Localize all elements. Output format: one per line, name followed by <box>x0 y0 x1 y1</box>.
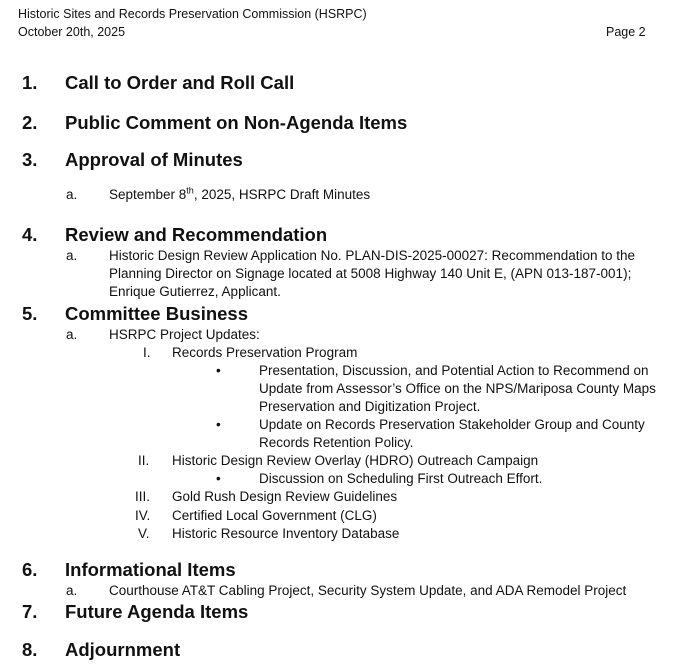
bullet-text-line: Update from Assessor’s Office on the NPS/Mariposa County Maps <box>259 381 656 396</box>
agenda-item-title: Future Agenda Items <box>65 601 249 622</box>
agenda-item-title: Public Comment on Non-Agenda Items <box>65 112 408 133</box>
agenda-item-title: Call to Order and Roll Call <box>65 72 295 93</box>
header-date: October 20th, 2025 <box>18 25 126 39</box>
design-review-text-line: Enrique Gutierrez, Applicant. <box>109 284 281 299</box>
bullet-glyph: • <box>216 363 221 378</box>
agenda-item-title: Review and Recommendation <box>65 224 328 245</box>
project-update-title: Historic Design Review Overlay (HDRO) Outreach Campaign <box>172 453 539 468</box>
agenda-item-number: 6. <box>22 559 38 580</box>
header-organization: Historic Sites and Records Preservation Commission (HSRPC) <box>18 7 367 21</box>
informational-item-text: Courthouse AT&T Cabling Project, Security System Update, and ADA Remodel Project <box>109 583 627 598</box>
bullet-glyph: • <box>216 471 221 486</box>
project-updates-heading: HSRPC Project Updates: <box>109 327 260 342</box>
bullet-glyph: • <box>216 417 221 432</box>
bullet-text-line: Preservation and Digitization Project. <box>259 399 481 414</box>
roman-marker: V. <box>138 526 150 541</box>
bullet-text-line: Records Retention Policy. <box>259 435 414 450</box>
agenda-item-title: Committee Business <box>65 303 248 324</box>
bullet-text-line: Discussion on Scheduling First Outreach Effort. <box>259 471 543 486</box>
agenda-item-number: 5. <box>22 303 38 324</box>
sub-item-marker: a. <box>66 327 78 342</box>
bullet-text-line: Update on Records Preservation Stakeholder Group and County <box>259 417 645 432</box>
design-review-text-line: Planning Director on Signage located at 5008 Highway 140 Unit E, (APN 013-187-001); <box>109 266 632 281</box>
project-update-title: Gold Rush Design Review Guidelines <box>172 489 398 504</box>
agenda-item-number: 4. <box>22 224 38 245</box>
bullet-text-line: Presentation, Discussion, and Potential Action to Recommend on <box>259 363 649 378</box>
agenda-item-number: 2. <box>22 112 38 133</box>
agenda-item-number: 3. <box>22 149 38 170</box>
roman-marker: II. <box>138 453 150 468</box>
agenda-item-number: 7. <box>22 601 38 622</box>
roman-marker: III. <box>135 489 151 504</box>
roman-marker: IV. <box>135 508 151 523</box>
agenda-item-title: Informational Items <box>65 559 236 580</box>
sub-item-marker: a. <box>66 248 78 263</box>
agenda-item-title: Approval of Minutes <box>65 149 243 170</box>
header-page-number: Page 2 <box>606 25 646 39</box>
design-review-text-line: Historic Design Review Application No. PLAN-DIS-2025-00027: Recommendation to the <box>109 248 636 263</box>
minutes-approval-text: September 8th, 2025, HSRPC Draft Minutes <box>109 185 371 202</box>
agenda-item-title: Adjournment <box>65 639 181 660</box>
project-update-title: Certified Local Government (CLG) <box>172 508 377 523</box>
project-update-title: Historic Resource Inventory Database <box>172 526 400 541</box>
sub-item-marker: a. <box>66 583 78 598</box>
agenda-item-number: 1. <box>22 72 38 93</box>
roman-marker: I. <box>143 345 151 360</box>
sub-item-marker: a. <box>66 187 78 202</box>
project-update-title: Records Preservation Program <box>172 345 358 360</box>
agenda-item-number: 8. <box>22 639 38 660</box>
